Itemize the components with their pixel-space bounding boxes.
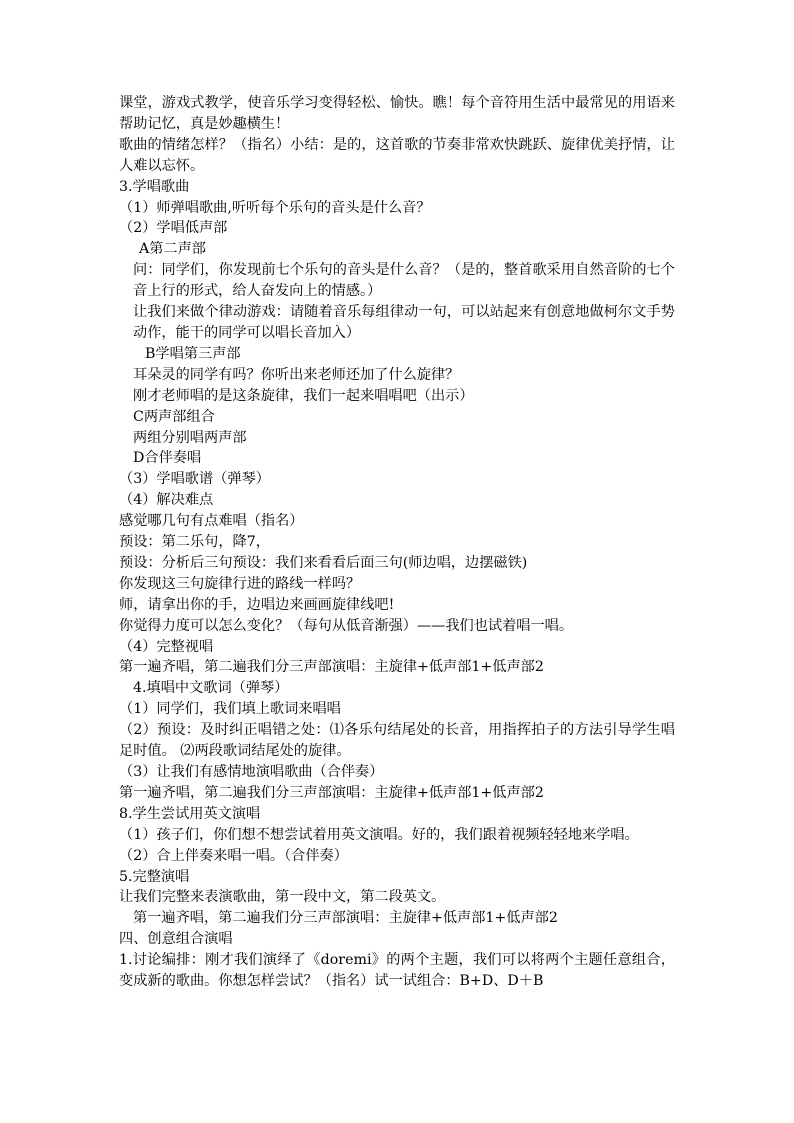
paragraph: 师，请拿出你的手，边唱边来画画旋律线吧!: [119, 596, 395, 613]
paragraph: （3）让我们有感情地演唱歌曲（合伴奏）: [119, 764, 384, 780]
paragraph: 你发现这三句旋律行进的路线一样吗？: [119, 575, 361, 592]
paragraph: 感觉哪几句有点难唱（指名）: [119, 513, 304, 530]
document-page: [119, 93, 675, 992]
paragraph: 耳朵灵的同学有吗？你听出来老师还加了什么旋律？: [133, 366, 460, 383]
paragraph: （4）完整视唱: [119, 638, 214, 655]
paragraph: 歌曲的情绪怎样？（指名）小结：是的，这首歌的节奏非常欢快跳跃、旋律优美抒情，让人难以忘怀。: [119, 136, 675, 174]
paragraph: 让我们来做个律动游戏：请随着音乐每组律动一句，可以站起来有创意地做柯尔文手势动作，能干的同学可以唱长音加入）: [133, 304, 675, 341]
paragraph: （2）预设：及时纠正唱错之处：⑴各乐句结尾处的长音，用指挥拍子的方法引导学生唱足时值。 ⑵两段歌词结尾处的旋律。: [119, 722, 675, 760]
paragraph: 预设：第二乐句，降7，: [119, 534, 270, 551]
subheading: A第二声部: [139, 241, 206, 258]
section-heading: 8.学生尝试用英文演唱: [119, 805, 261, 822]
paragraph: 预设：分析后三句预设：我们来看看后面三句(师边唱，边摆磁铁): [119, 554, 528, 571]
subheading: B学唱第三声部: [145, 345, 241, 362]
section-heading: 5.完整演唱: [119, 868, 190, 885]
paragraph: （4）解决难点: [119, 492, 214, 509]
paragraph: （1）同学们，我们填上歌词来唱唱: [119, 701, 341, 718]
subheading: C两声部组合: [133, 408, 215, 425]
paragraph: 1.讨论编排：刚才我们演绎了《doremi》的两个主题，我们可以将两个主题任意组合，变成新的歌曲。你想怎样尝试？（指名）试一试组合：B+D、D＋B: [119, 952, 675, 990]
paragraph: （1）孩子们，你们想不想尝试着用英文演唱。好的，我们跟着视频轻轻地来学唱。: [119, 826, 639, 843]
paragraph: 让我们完整来表演歌曲，第一段中文，第二段英文。: [119, 889, 446, 906]
paragraph: （3）学唱歌谱（弹琴）: [119, 471, 270, 488]
paragraph: 你觉得力度可以怎么变化？（每句从低音渐强）——我们也试着唱一唱。: [119, 617, 574, 634]
section-heading: 3.学唱歌曲: [119, 178, 190, 195]
paragraph: （1）师弹唱歌曲,听听每个乐句的音头是什么音？: [119, 199, 431, 216]
paragraph: （2）合上伴奏来唱一唱。（合伴奏）: [119, 847, 348, 864]
paragraph: 课堂，游戏式教学，使音乐学习变得轻松、愉快。瞧！每个音符用生活中最常见的用语来帮助记忆，真是妙趣横生！: [119, 95, 675, 132]
paragraph: 第一遍齐唱，第二遍我们分三声部演唱：主旋律+低声部1+低声部2: [119, 784, 544, 801]
paragraph: 刚才老师唱的是这条旋律，我们一起来唱唱吧（出示）: [133, 387, 474, 404]
paragraph: 问：同学们，你发现前七个乐句的音头是什么音？（是的，整首歌采用自然音阶的七个音上行的形式，给人奋发向上的情感。）: [133, 262, 675, 300]
subheading: D合伴奏唱: [133, 450, 202, 467]
paragraph: （2）学唱低声部: [119, 220, 228, 237]
paragraph: 第一遍齐唱，第二遍我们分三声部演唱：主旋律+低声部1+低声部2: [119, 659, 544, 676]
section-heading: 四、创意组合演唱: [119, 931, 233, 948]
section-heading: 4.填唱中文歌词（弹琴）: [133, 680, 289, 697]
paragraph: 两组分别唱两声部: [133, 429, 247, 446]
paragraph: 第一遍齐唱，第二遍我们分三声部演唱：主旋律+低声部1+低声部2: [133, 910, 558, 927]
